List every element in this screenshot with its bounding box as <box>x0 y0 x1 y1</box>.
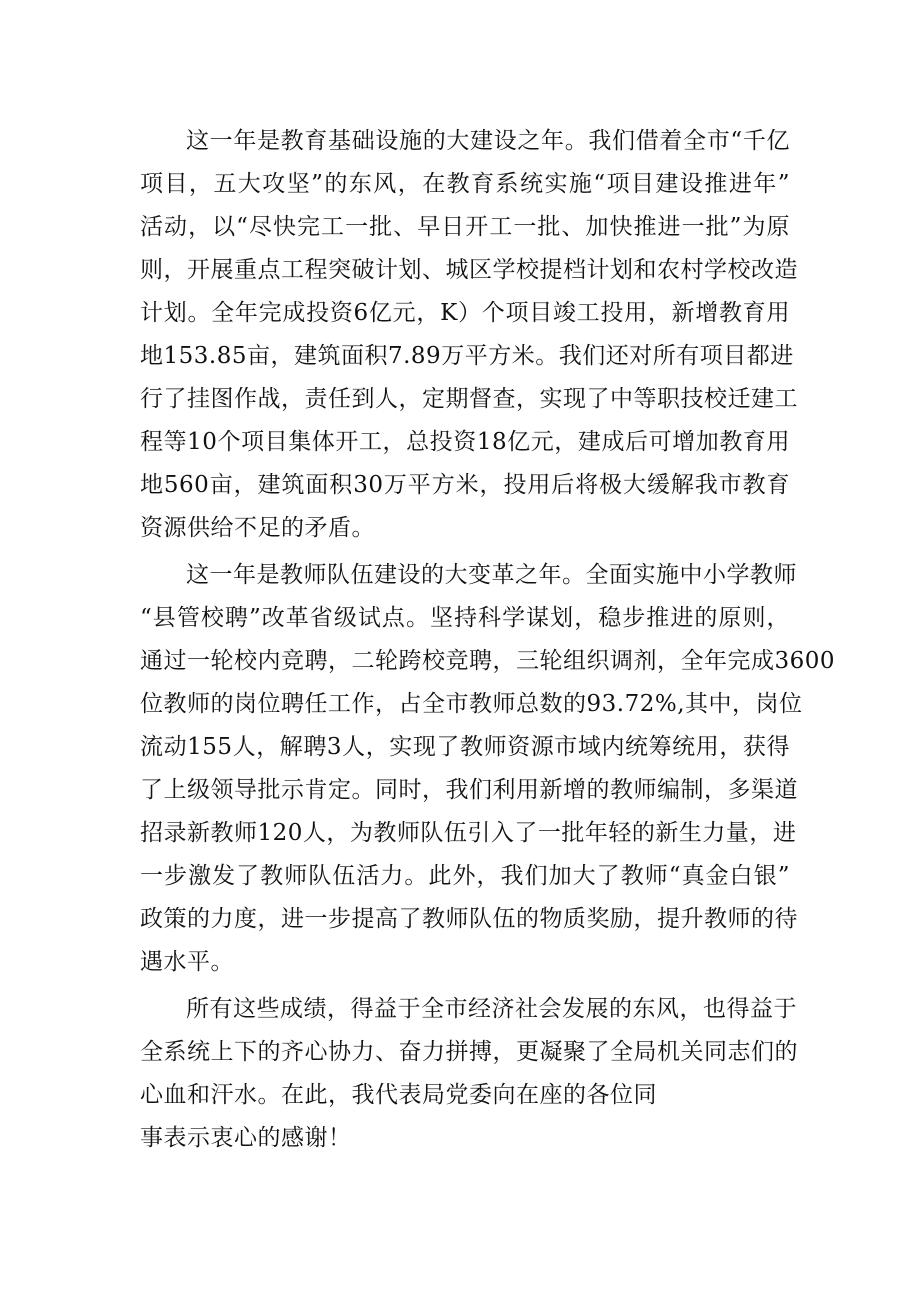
paragraph-1-line-8: 程等10个项目集体开工，总投资18亿元，建成后可增加教育用 <box>140 429 790 455</box>
paragraph-1-line-6: 地153.85亩，建筑面积7.89万平方米。我们还对所有项目都进 <box>140 343 794 369</box>
paragraph-2-line-1: 这一年是教师队伍建设的大变革之年。全面实施中小学教师 <box>186 562 797 588</box>
paragraph-2-line-6: 了上级领导批示肯定。同时，我们利用新增的教师编制，多渠道 <box>140 777 798 803</box>
paragraph-2-line-10: 遇水平。 <box>140 949 234 975</box>
paragraph-2-line-5: 流动155人，解聘3人，实现了教师资源市域内统筹统用，获得 <box>140 734 790 760</box>
paragraph-2-line-7: 招录新教师120人，为教师队伍引入了一批年轻的新生力量，进 <box>140 820 797 846</box>
paragraph-1-line-9: 地560亩，建筑面积30万平方米，投用后将极大缓解我市教育 <box>140 472 790 498</box>
paragraph-2-line-4: 位教师的岗位聘任工作，占全市教师总数的93.72%,其中，岗位 <box>140 691 803 717</box>
paragraph-2-line-3: 通过一轮校内竞聘，二轮跨校竞聘，三轮组织调剂，全年完成3600 <box>140 648 836 674</box>
paragraph-1-line-2: 项目，五大攻坚”的东风，在教育系统实施“项目建设推进年” <box>140 171 790 197</box>
paragraph-1-line-7: 行了挂图作战，责任到人，定期督查，实现了中等职技校迁建工 <box>140 386 798 412</box>
paragraph-1-line-10: 资源供给不足的矛盾。 <box>140 515 375 541</box>
paragraph-1-line-1: 这一年是教育基础设施的大建设之年。我们借着全市“千亿 <box>186 128 790 154</box>
paragraph-3-line-3: 心血和汗水。在此，我代表局党委向在座的各位同 <box>140 1082 657 1108</box>
paragraph-2-line-8: 一步激发了教师队伍活力。此外，我们加大了教师“真金白银” <box>140 863 790 889</box>
paragraph-1-line-4: 则，开展重点工程突破计划、城区学校提档计划和农村学校改造 <box>140 257 798 283</box>
paragraph-1-line-5: 计划。全年完成投资6亿元，K）个项目竣工投用，新增教育用 <box>140 300 790 326</box>
paragraph-2-line-9: 政策的力度，进一步提高了教师队伍的物质奖励，提升教师的待 <box>140 906 798 932</box>
paragraph-3-line-1: 所有这些成绩，得益于全市经济社会发展的东风，也得益于 <box>186 996 797 1022</box>
paragraph-1-line-3: 活动，以“尽快完工一批、早日开工一批、加快推进一批”为原 <box>140 214 790 240</box>
paragraph-3-line-4: 事表示衷心的感谢！ <box>140 1125 352 1151</box>
paragraph-3-line-2: 全系统上下的齐心协力、奋力拼搏，更凝聚了全局机关同志们的 <box>140 1039 798 1065</box>
paragraph-2-line-2: “县管校聘”改革省级试点。坚持科学谋划，稳步推进的原则， <box>140 605 790 631</box>
